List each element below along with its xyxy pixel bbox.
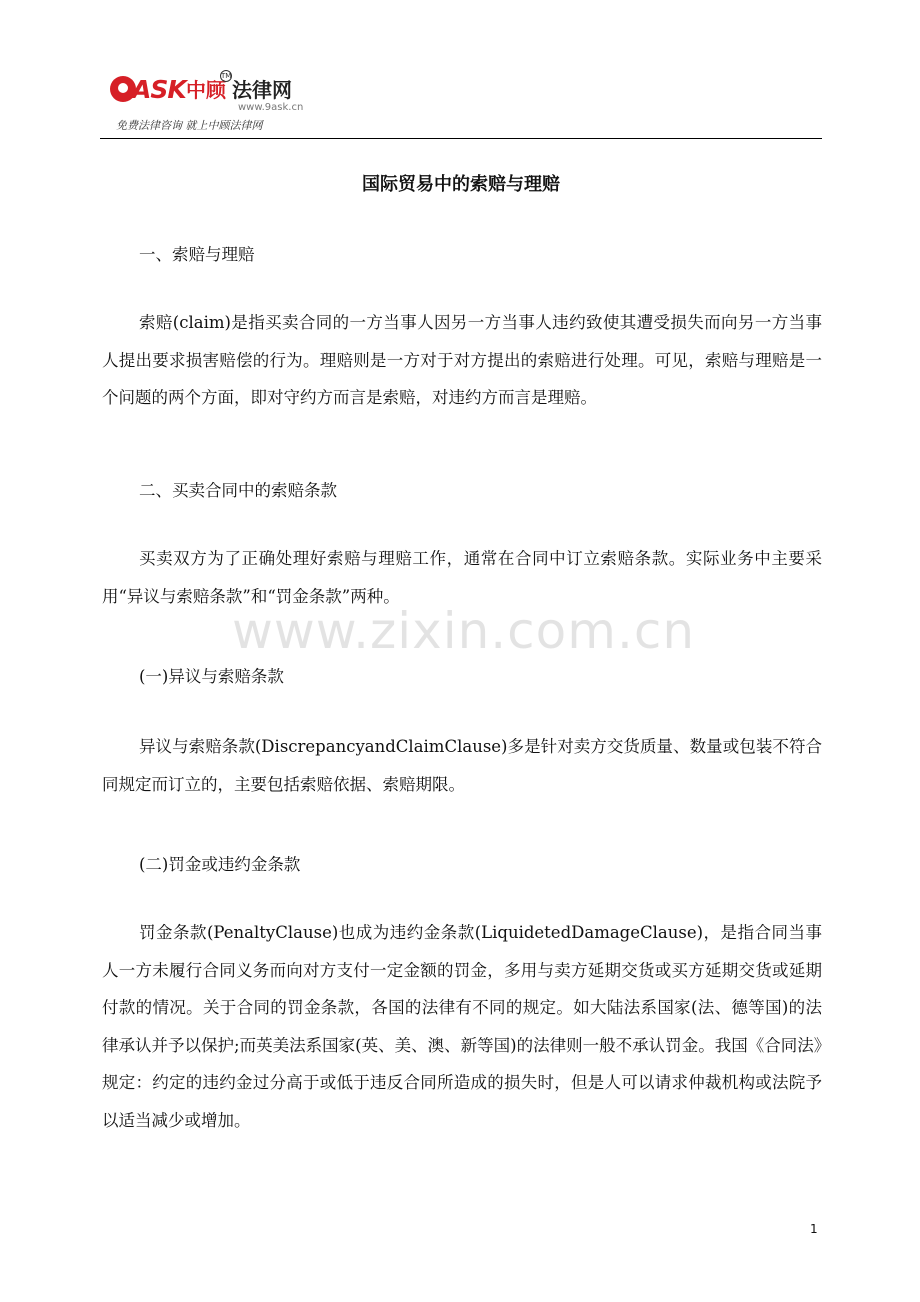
paragraph: 异议与索赔条款(DiscrepancyandClaimClause)多是针对卖方交货质量、数量或包装不符合同规定而订立的，主要包括索赔依据、索赔期限。 bbox=[102, 737, 822, 794]
logo-url: www.9ask.cn bbox=[238, 102, 304, 113]
section-heading: 一、索赔与理赔 bbox=[139, 245, 255, 264]
paragraph: 买卖双方为了正确处理好索赔与理赔工作，通常在合同中订立索赔条款。实际业务中主要采用“异议与索赔条款”和“罚金条款”两种。 bbox=[102, 549, 822, 606]
logo-slogan: 免费法律咨询 就上中顾法律网 bbox=[116, 119, 263, 132]
site-header bbox=[100, 70, 822, 138]
subsection-heading: (一)异议与索赔条款 bbox=[139, 667, 284, 686]
logo-trademark: TM bbox=[221, 72, 232, 80]
watermark: www.zixin.com.cn bbox=[232, 602, 696, 660]
page-title: 国际贸易中的索赔与理赔 bbox=[362, 174, 560, 195]
page-number: 1 bbox=[810, 1222, 818, 1236]
logo-zhong: 中顾 bbox=[186, 78, 226, 102]
section-heading: 二、买卖合同中的索赔条款 bbox=[139, 481, 337, 500]
subsection-heading: (二)罚金或违约金条款 bbox=[139, 855, 301, 874]
logo-ask: ASK bbox=[132, 75, 186, 104]
paragraph: 罚金条款(PenaltyClause)也成为违约金条款(LiquidetedDamageClause)，是指合同当事人一方未履行合同义务而向对方支付一定金额的罚金，多用与卖方延期交货或买方延期交货或延期付款的情况。关于合同的罚金条款，各国的法律有不同的规定。如大陆法系国家(法、德等国)的法律承认并予以保护;而英美法系国家(英、美、澳、新等国)的法律则一般不承认罚金。我国《合同法》规定：约定的违约金过分高于或低于违反合同所造成的损失时，但是人可以请求仲裁机构或法院予以适当减少或增加。 bbox=[102, 923, 822, 1130]
logo-law: 法律网 bbox=[232, 78, 292, 102]
paragraph: 索赔(claim)是指买卖合同的一方当事人因另一方当事人违约致使其遭受损失而向另一方当事人提出要求损害赔偿的行为。理赔则是一方对于对方提出的索赔进行处理。可见，索赔与理赔是一个问题的两个方面，即对守约方而言是索赔，对违约方而言是理赔。 bbox=[102, 313, 822, 407]
header-divider bbox=[100, 138, 822, 139]
